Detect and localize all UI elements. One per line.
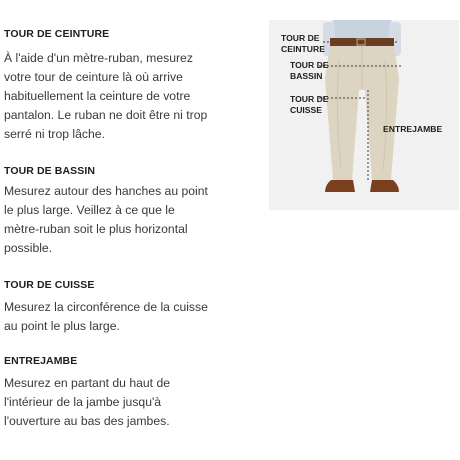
body-line: À l'aide d'un mètre-ruban, mesurez: [4, 51, 193, 65]
body-line: pantalon. Le ruban ne doit être ni trop: [4, 108, 208, 122]
body-line: serré ni trop lâche.: [4, 127, 105, 141]
callout-line: CUISSE: [290, 105, 322, 115]
section-body-hip: [4, 182, 266, 258]
left-shoe: [325, 180, 355, 192]
body-line: Mesurez autour des hanches au point: [4, 184, 208, 198]
section-title-waist: TOUR DE CEINTURE: [4, 28, 110, 40]
section-title-hip: TOUR DE BASSIN: [4, 165, 96, 177]
callout-line: BASSIN: [290, 71, 323, 81]
section-body-inseam: [4, 374, 266, 431]
callout-hip: [290, 60, 329, 82]
body-line: votre tour de ceinture là où arrive: [4, 70, 183, 84]
right-shoe: [370, 180, 399, 192]
callout-line: CEINTURE: [281, 44, 325, 54]
section-body-waist: [4, 49, 266, 144]
body-line: possible.: [4, 241, 53, 255]
callout-thigh: [290, 94, 329, 116]
section-title-inseam: ENTREJAMBE: [4, 355, 78, 367]
body-line: Mesurez en partant du haut de: [4, 376, 170, 390]
callout-line: TOUR DE: [281, 33, 320, 43]
body-line: l'intérieur de la jambe jusqu'à: [4, 395, 162, 409]
body-line: le plus large. Veillez à ce que le: [4, 203, 175, 217]
body-line: l'ouverture au bas des jambes.: [4, 414, 170, 428]
body-line: au point le plus large.: [4, 319, 120, 333]
callout-inseam: ENTREJAMBE: [383, 124, 443, 134]
callout-line: TOUR DE: [290, 60, 329, 70]
shirt-shape: [329, 20, 395, 38]
body-line: mètre-ruban soit le plus horizontal: [4, 222, 188, 236]
section-body-thigh: [4, 298, 266, 336]
pants-measurement-figure: [269, 20, 459, 210]
callout-waist: [281, 33, 325, 55]
body-line: Mesurez la circonférence de la cuisse: [4, 300, 208, 314]
callout-line: TOUR DE: [290, 94, 329, 104]
section-title-thigh: TOUR DE CUISSE: [4, 279, 95, 291]
body-line: habituellement la ceinture de votre: [4, 89, 191, 103]
